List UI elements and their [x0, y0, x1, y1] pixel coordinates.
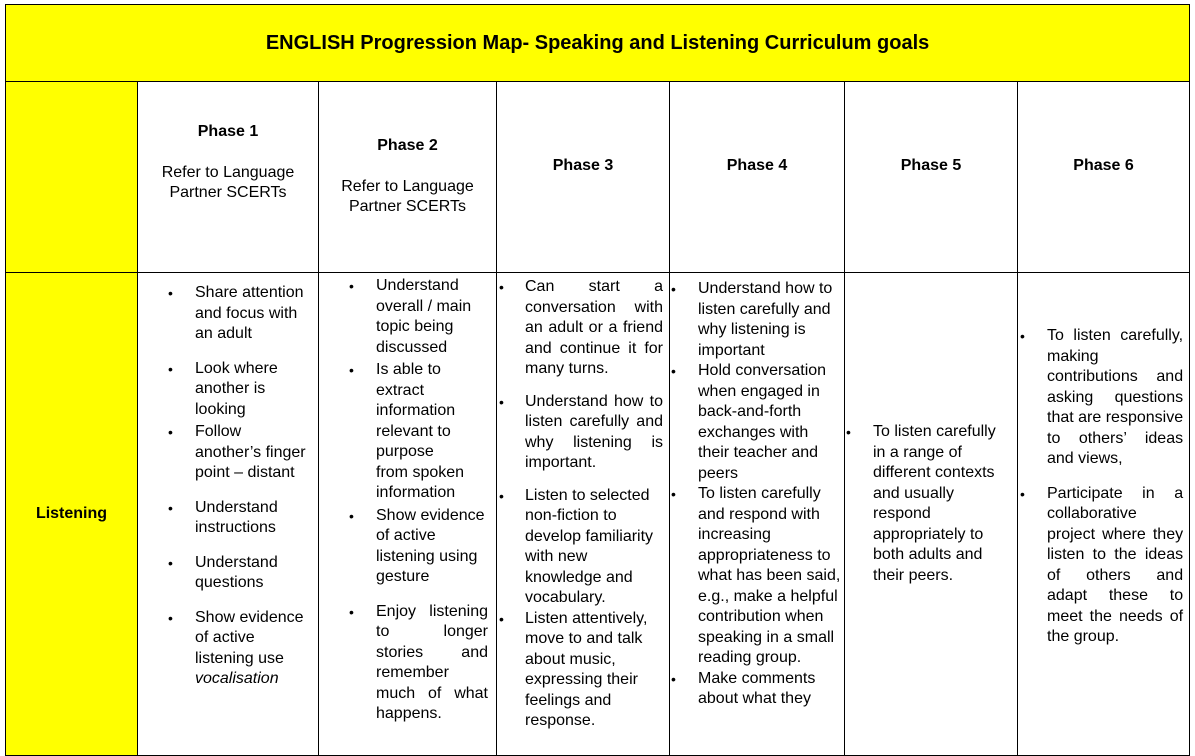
phase-title: Phase 2: [377, 137, 438, 154]
phase2-goals: [319, 273, 497, 756]
phase-header-5: [845, 82, 1018, 273]
phase6-goals: [1018, 273, 1190, 756]
goal-list: [670, 273, 844, 710]
list-item: • Understand how to listen carefully and why listening is important: [698, 279, 842, 361]
row-label-listening: Listening: [6, 273, 138, 756]
phase-title: Phase 1: [197, 123, 259, 140]
phase-header-3: [497, 82, 670, 273]
phase-header-2: [319, 82, 497, 273]
phase-reference: Refer to Language Partner SCERTs: [161, 164, 295, 201]
list-item: • Follow another’s finger point – distant: [195, 422, 310, 484]
list-item-emphasis: vocalisation: [195, 670, 279, 687]
goal-list: [138, 273, 318, 690]
list-item: • Is able to extract information relevant to purpose from spoken information: [376, 360, 488, 504]
list-item: • Can start a conversation with an adult or a friend and continue it for many turns.: [525, 277, 663, 380]
phase3-goals: [497, 273, 670, 756]
phase-header-1: [138, 82, 319, 273]
list-item: • Understand instructions: [195, 498, 310, 539]
list-item-text: Show evidence of active listening use: [195, 608, 304, 667]
list-item: • Participate in a collaborative project where they listen to the ideas of others and adapt these to meet the needs of the group.: [1047, 484, 1183, 648]
phase5-goals: [845, 273, 1018, 756]
phase-reference: Refer to Language Partner SCERTs: [341, 178, 474, 215]
phase4-goals: [670, 273, 845, 756]
phase-header-6: [1018, 82, 1190, 273]
list-item: • Share attention and focus with an adult: [195, 283, 310, 345]
phase1-goals: [138, 273, 319, 756]
phase-title: Phase 4: [726, 157, 788, 174]
phase-header-4: [670, 82, 845, 273]
list-item: • Listen to selected non-fiction to develop familiarity with new knowledge and vocabulary.: [525, 486, 663, 609]
list-item: • Look where another is looking: [195, 359, 310, 421]
list-item: • Enjoy listening to longer stories and remember much of what happens.: [376, 602, 488, 725]
phase-title: Phase 5: [900, 157, 962, 174]
list-item: • Listen attentively, move to and talk about music, expressing their feelings and response.: [525, 609, 663, 732]
phase-header-row: [6, 82, 1190, 273]
list-item: • To listen carefully, making contributions and asking questions that are responsive to others’ ideas and views,: [1047, 326, 1183, 470]
phase-title: Phase 3: [552, 157, 614, 174]
listening-row: [6, 273, 1190, 756]
list-item: • Understand how to listen carefully and why listening is important.: [525, 392, 663, 474]
phase-title: Phase 6: [1073, 157, 1134, 174]
list-item: • To listen carefully and respond with increasing appropriateness to what has been said, e.g., make a helpful contribution when speaking in a small reading group.: [698, 484, 842, 669]
list-item: [195, 608, 310, 690]
progression-table: [5, 4, 1190, 756]
page-title: ENGLISH Progression Map- Speaking and Listening Curriculum goals: [6, 5, 1190, 82]
list-item: • To listen carefully in a range of different contexts and usually respond appropriately to both adults and their peers.: [873, 422, 1011, 586]
list-item: • Show evidence of active listening using gesture: [376, 506, 488, 588]
goal-list: [319, 273, 496, 725]
title-row: [6, 5, 1190, 82]
goal-list: [497, 273, 669, 732]
list-item: • Hold conversation when engaged in back-and-forth exchanges with their teacher and peers: [698, 361, 842, 484]
goal-list: [845, 422, 1017, 606]
list-item: • Understand overall / main topic being discussed: [376, 276, 488, 358]
curriculum-document: [5, 4, 1189, 728]
list-item: • Understand questions: [195, 553, 310, 594]
corner-cell: [6, 82, 138, 273]
goal-list: [1018, 326, 1189, 702]
list-item: • Make comments about what they: [698, 669, 842, 710]
